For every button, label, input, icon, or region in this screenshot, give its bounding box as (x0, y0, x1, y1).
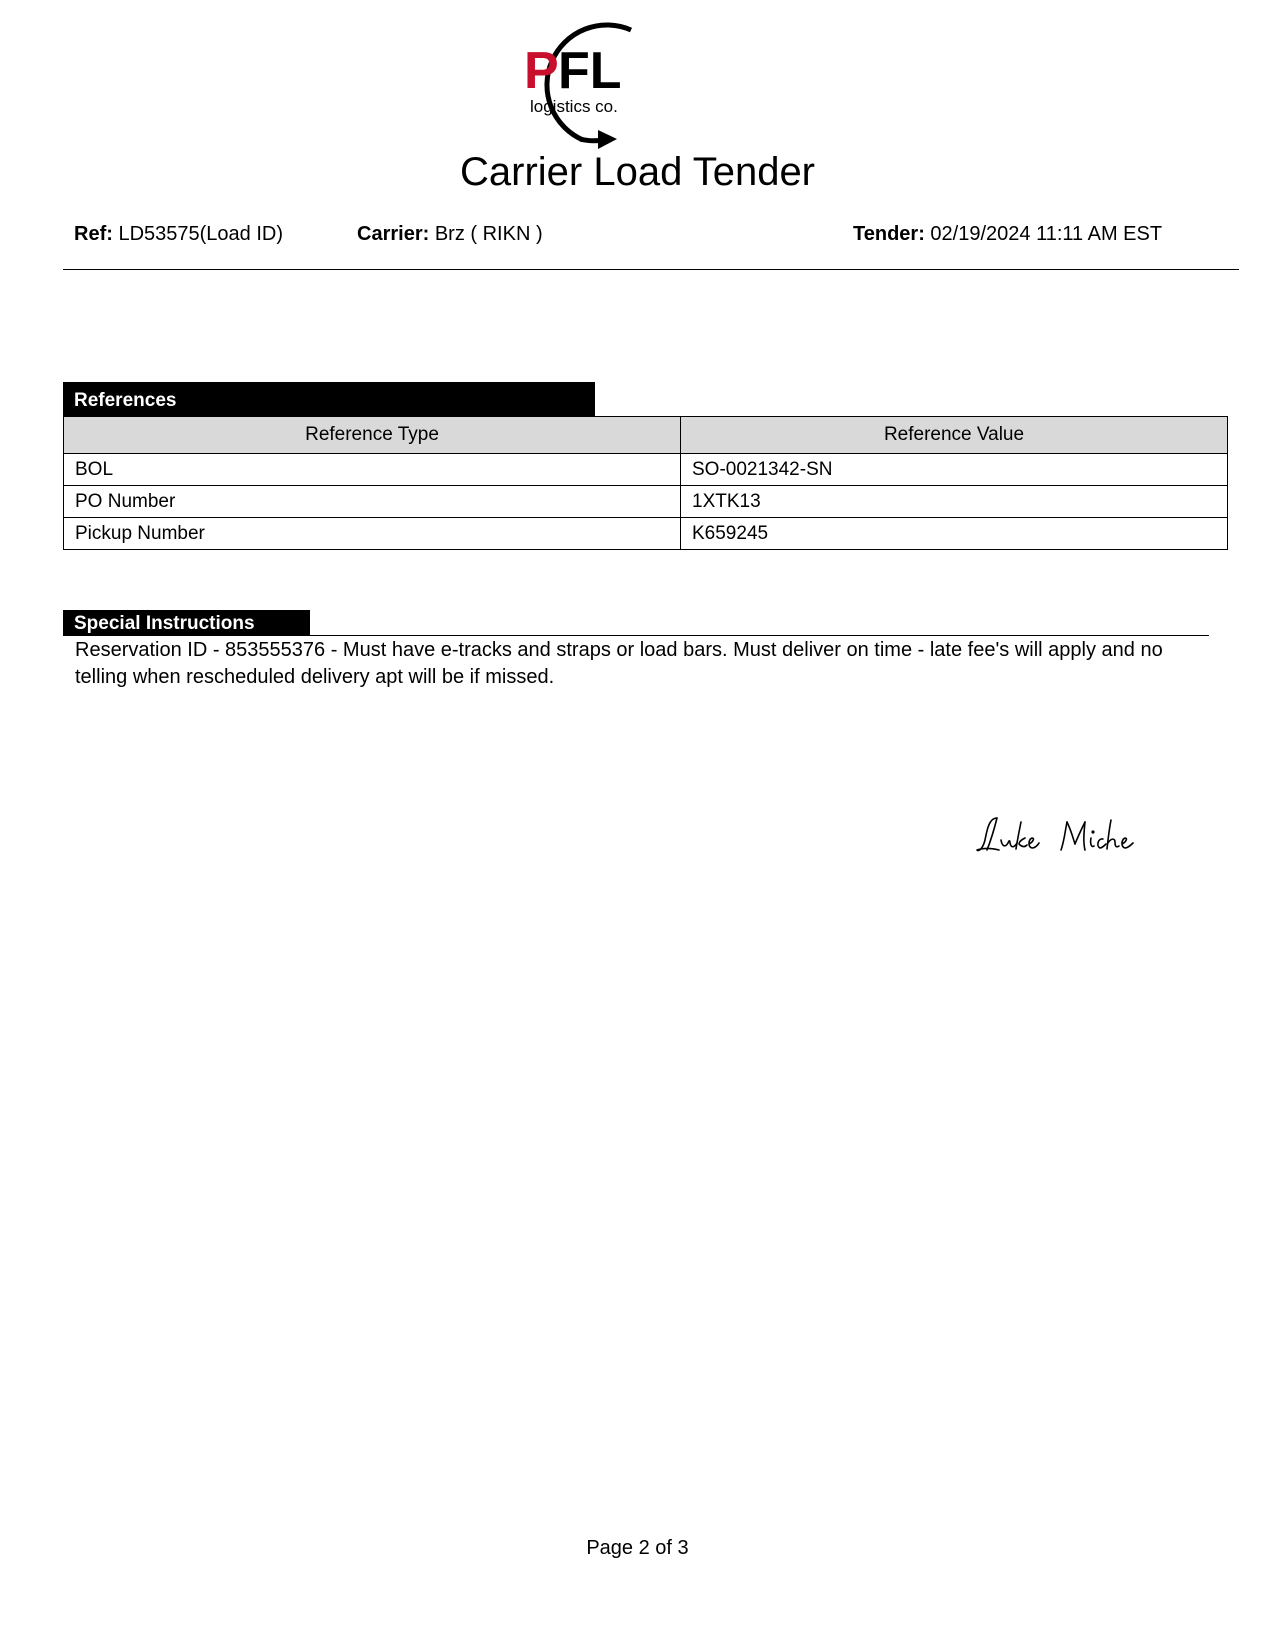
carrier-label: Carrier: (357, 223, 430, 245)
special-instructions-heading: Special Instructions (63, 610, 310, 636)
svg-text:P: P (524, 42, 559, 100)
table-header-row (64, 417, 1228, 454)
page-number: Page 2 of 3 (586, 1537, 689, 1559)
table-row (64, 454, 1228, 486)
reference-type-cell: BOL (64, 454, 681, 486)
reference-value-cell: SO-0021342-SN (681, 454, 1228, 486)
ref-label: Ref: (74, 223, 113, 245)
header-divider (63, 269, 1239, 270)
reference-value-cell: K659245 (681, 518, 1228, 550)
column-header-reference-value: Reference Value (681, 417, 1228, 454)
references-heading: References (63, 382, 595, 416)
ref-value: LD53575(Load ID) (118, 223, 284, 245)
tender-field (853, 222, 1162, 246)
logo-arrow-head (598, 130, 617, 149)
special-instructions-text: Reservation ID - 853555376 - Must have e-tracks and straps or load bars. Must deliver on time - late fee's will apply and no telling when rescheduled delivery apt will be if missed. (75, 639, 1163, 688)
pfl-logo (520, 8, 670, 150)
tender-label: Tender: (853, 223, 925, 245)
table-row (64, 518, 1228, 550)
column-header-reference-type: Reference Type (64, 417, 681, 454)
carrier-value: Brz ( RIKN ) (434, 223, 543, 245)
references-table (63, 416, 1228, 550)
special-instructions-divider (310, 635, 1209, 636)
document-title: Carrier Load Tender (459, 150, 816, 194)
reference-type-cell: PO Number (64, 486, 681, 518)
reference-type-cell: Pickup Number (64, 518, 681, 550)
signature-image (975, 810, 1165, 858)
svg-text:logistics co.: logistics co. (530, 97, 618, 116)
svg-text:FL: FL (558, 42, 622, 100)
table-row (64, 486, 1228, 518)
tender-value: 02/19/2024 11:11 AM EST (930, 223, 1163, 245)
carrier-field (357, 222, 543, 246)
reference-value-cell: 1XTK13 (681, 486, 1228, 518)
ref-field (74, 222, 283, 246)
